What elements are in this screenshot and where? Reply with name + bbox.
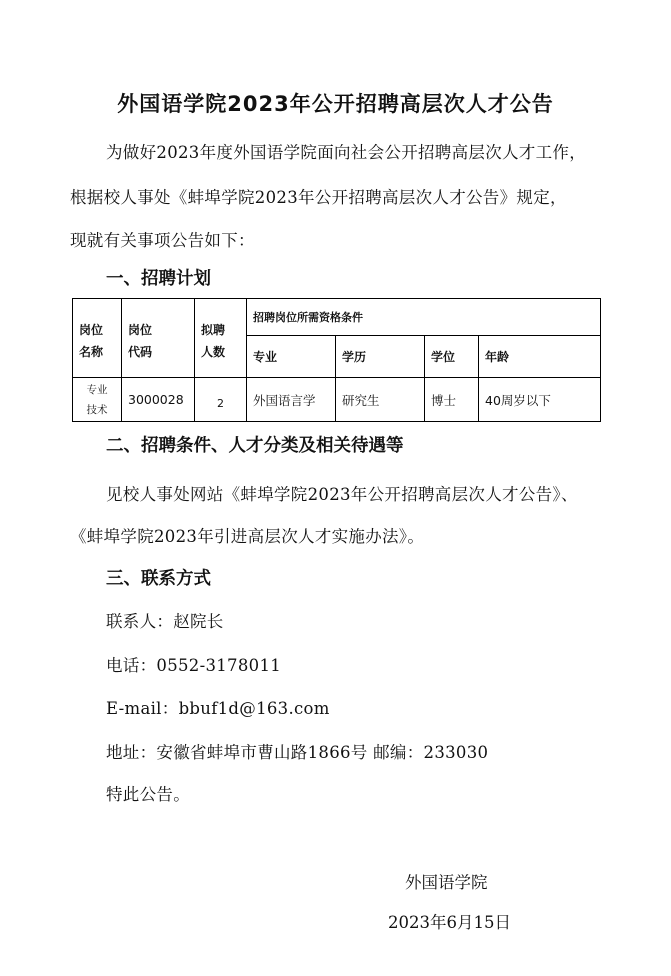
header-post-name: 岗位 名称 <box>73 299 122 378</box>
document-title: 外国语学院2023年公开招聘高层次人才公告 <box>117 92 554 116</box>
cell-education: 研究生 <box>336 378 425 422</box>
contact-email: E-mail：bbuf1d@163.com <box>106 699 330 718</box>
cell-post-code: 3000028 <box>122 378 195 422</box>
header-age: 年龄 <box>479 336 601 378</box>
cell-major: 外国语言学 <box>247 378 336 422</box>
header-major: 专业 <box>247 336 336 378</box>
section-3-heading: 三、联系方式 <box>106 569 211 589</box>
table-row <box>73 378 601 422</box>
intro-line-1: 为做好2023年度外国语学院面向社会公开招聘高层次人才工作， <box>106 143 586 162</box>
signature-date: 2023年6月15日 <box>388 913 511 932</box>
header-requirements: 招聘岗位所需资格条件 <box>247 299 601 336</box>
section-1-heading: 一、招聘计划 <box>106 269 211 289</box>
contact-address: 地址：安徽省蚌埠市曹山路1866号 邮编：233030 <box>106 743 489 762</box>
header-planned-count: 拟聘 人数 <box>195 299 247 378</box>
cell-degree: 博士 <box>425 378 479 422</box>
signature-org: 外国语学院 <box>405 873 488 892</box>
recruitment-plan-table <box>72 298 601 422</box>
section-2-line-1: 见校人事处网站《蚌埠学院2023年公开招聘高层次人才公告》、 <box>106 485 578 504</box>
header-education: 学历 <box>336 336 425 378</box>
cell-age: 40周岁以下 <box>479 378 601 422</box>
closing-text: 特此公告。 <box>106 785 190 804</box>
header-post-code: 岗位 代码 <box>122 299 195 378</box>
contact-person: 联系人：赵院长 <box>106 612 224 631</box>
cell-post-name: 专业 技术 <box>73 378 122 422</box>
header-degree: 学位 <box>425 336 479 378</box>
table-header-row <box>73 299 601 336</box>
contact-phone: 电话：0552-3178011 <box>106 656 282 675</box>
cell-planned-count: 2 <box>195 378 247 422</box>
intro-line-3: 现就有关事项公告如下： <box>70 231 255 250</box>
section-2-line-2: 《蚌埠学院2023年引进高层次人才实施办法》。 <box>70 527 425 546</box>
intro-line-2: 根据校人事处《蚌埠学院2023年公开招聘高层次人才公告》规定， <box>70 188 567 207</box>
section-2-heading: 二、招聘条件、人才分类及相关待遇等 <box>106 436 404 456</box>
